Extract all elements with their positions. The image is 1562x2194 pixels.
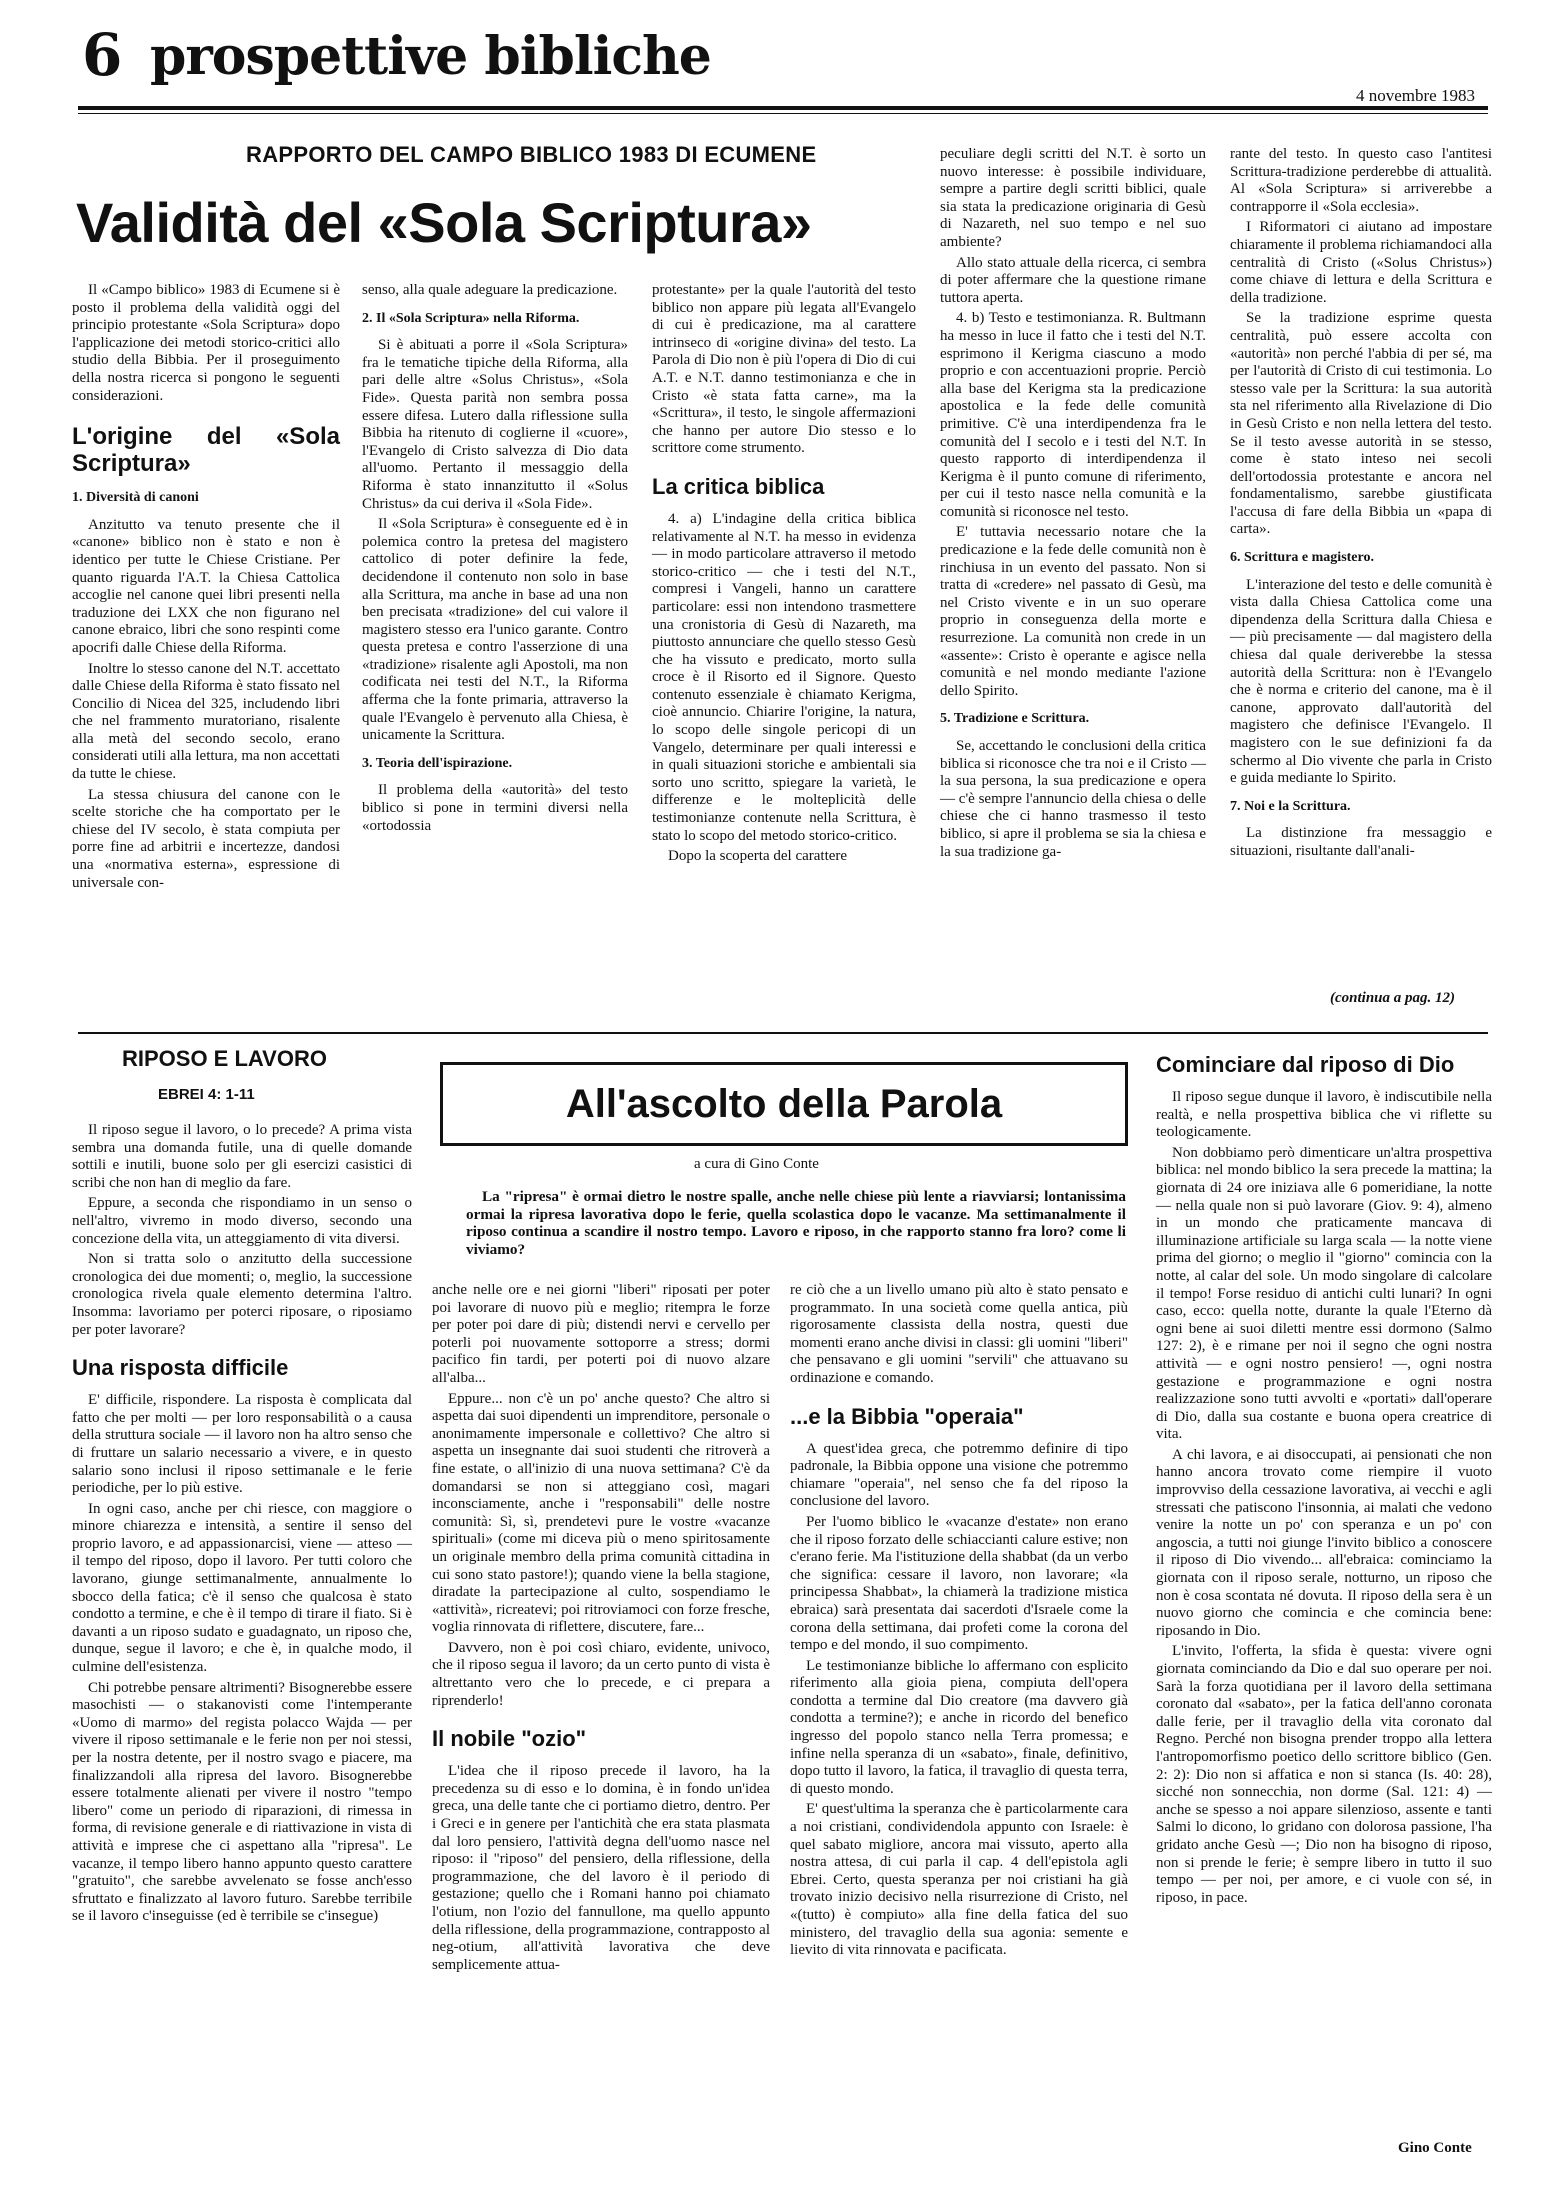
bottom-column-4 xyxy=(1156,1052,1492,1910)
paragraph: A quest'idea greca, che potremmo definire di tipo padronale, la Bibbia oppone una visione che potremmo chiamare "operaia", nel senso che fa del riposo la conclusione del lavoro. xyxy=(790,1440,1128,1510)
paragraph: re ciò che a un livello umano più alto è stato pensato e programmato. In una società come quella antica, più rigorosamente classista della nostra, questi due momenti erano anche divisi in classi: gli uomini "liberi" che pensavano e gli uomini "servili" che attuavano su ordinazione e comando. xyxy=(790,1282,1128,1386)
paragraph: anche nelle ore e nei giorni "liberi" riposati per poter poi lavorare di nuovo più e meglio; ritempra le forze per poter poi dare di più; distendi nervi e cervello per poterli poi nuovamente sottoporre a stress; dormi pacifico fin tardi, per poterti poi di nuovo alzare all'alba... xyxy=(432,1282,770,1386)
paragraph: L'interazione del testo e delle comunità è vista dalla Chiesa Cattolica come una dipendenza della Scrittura dalla Chiesa e — più precisamente — dal magistero della chiesa dal quale deriverebbe la stessa autorità della Scrittura: non è l'Evangelo che è norma e criterio del canone, ma è il canone, approvato dall'autorità del magistero che definisce l'Evangelo. Il magistero con le sue definizioni fa da schermo al Dio vivente che parla in Cristo e guida mediante lo Spirito. xyxy=(1230,576,1492,787)
article-headline: Validità del «Sola Scriptura» xyxy=(76,191,812,254)
article-kicker: RAPPORTO DEL CAMPO BIBLICO 1983 DI ECUMENE xyxy=(246,142,817,167)
paragraph: I Riformatori ci aiutano ad impostare chiaramente il problema richiamandoci alla centralità di Cristo («Solus Christus») come chiave di lettura e della Scrittura e della tradizione. xyxy=(1230,219,1492,306)
section-1-title: 1. Diversità di canoni xyxy=(72,490,199,506)
bottom-column-2 xyxy=(432,1282,770,1977)
paragraph: Allo stato attuale della ricerca, ci sembra di poter affermare che la questione rimane tuttora aperta. xyxy=(940,254,1206,306)
subhead-risposta: Una risposta difficile xyxy=(72,1355,289,1381)
paragraph: E' quest'ultima la speranza che è particolarmente cara a noi cristiani, condividendola appunto con Israele: è quel sabato migliore, ancora mai vissuto, aperto alla nostra attesa, di cui parla il cap. 4 dell'epistola agli Ebrei. Certo, questa speranza per noi cristiani ha già trovato inizio decisivo nella risurrezione di Cristo, nel «(tutto) è compiuto» alla fine della fatica del suo ministero, del travaglio della sua agonia: semente e lievito di vita rinnovata e pacificata. xyxy=(790,1801,1128,1959)
paragraph: Il riposo segue il lavoro, o lo precede? A prima vista sembra una domanda futile, una di quelle domande sottili e inutili, buone solo per gli esercizi casistici di scribi che non han di meglio da fare. xyxy=(72,1122,412,1191)
paragraph: E' difficile, rispondere. La risposta è complicata dal fatto che per molti — per loro responsabilità o a causa della struttura sociale — il lavoro non ha altro senso che di fruttare un salario necessario a vivere, e in questo salario sono inclusi il riposo settimanale e le ferie periodiche, per lo più estive. xyxy=(72,1392,412,1497)
paragraph: Si è abituati a porre il «Sola Scriptura» fra le tematiche tipiche della Riforma, alla pari delle altre «Solus Christus», «Sola Fide». Questa parità non sembra possa essere difesa. Lutero dalla riflessione sulla Bibbia ha ritenuto di coglierne il «cuore», l'Evangelo di Cristo salvezza di Dio data all'uomo. Pertanto il messaggio della Riforma è stato innanzitutto il «Solus Christus» da cui deriva il «Sola Fide». xyxy=(362,337,628,512)
bottom-column-3 xyxy=(790,1282,1128,1963)
scripture-reference: EBREI 4: 1-11 xyxy=(158,1086,255,1103)
paragraph: A chi lavora, e ai disoccupati, ai pensionati che non hanno ancora trovato come riempire il vuoto improvviso della cessazione lavorativa, ai vecchi e agli stressati che patiscono l'insonnia, ai malati che vedono venire la notte un po' con speranza e un po' con angoscia, a tutti noi giunge l'invito biblico a conoscere il riposo di Dio vivendo... all'ebraica: cominciamo la giornata con il riposo serale, notturno, un riposo che non è cosa scontata né dovuta. Il riposo della sera è un nuovo giorno che comincia e che comincia bene: riposando in Dio. xyxy=(1156,1446,1492,1639)
paragraph: Eppure... non c'è un po' anche questo? Che altro si aspetta dai suoi dipendenti un imprenditore, personale o anonimamente impersonale e collettivo? Che altro si aspetta un insegnante dai suoi studenti che ritroverà a fine estate, o all'inizio di una nuova settimana? C'è da domandarsi se non si atteggiano così, magari inconsciamente, anche i "responsabili" delle nostre comunità: Sì, sì, prendetevi pure le vostre «vacanze spirituali» (come mi diceva più o meno spiritosamente un originale membro della prima comunità cittadina in cui sono stato pastore!); quando viene la bella stagione, diradate la partecipazione al culto, sospendiamo le «attività», ricreatevi; poi ritroviamoci con forze fresche, voglia rinnovata di riflettere, discutere, fare... xyxy=(432,1390,770,1636)
paragraph: Eppure, a seconda che rispondiamo in un senso o nell'altro, vivremo in modo diverso, secondo una concezione della vita, un atteggiamento di vita diversi. xyxy=(72,1195,412,1247)
page-number: 6 xyxy=(82,21,123,89)
paragraph: protestante» per la quale l'autorità del testo biblico non appare più legata all'Evangelo di cui è predicazione, ma al carattere intrinseco di «origine divina» del testo. La Parola di Dio non è più l'opera di Dio di cui A.T. e N.T. danno testimonianza e che in Cristo «è stata fatta carne», ma la «Scrittura», il testo, le singole affermazioni che hanno per autore Dio stesso e lo scrittore come strumento. xyxy=(652,282,916,457)
top-column-4 xyxy=(940,146,1206,864)
paragraph: Anzitutto va tenuto presente che il «canone» biblico non è stato e non è identico per tutte le Chiese Cristiane. Per quanto riguarda l'A.T. la Chiesa Cattolica accoglie nel canone quei libri presenti nella traduzione dei LXX che non figurano nel canone ebraico, libri che sono respinti come apocrifi dalle Chiese della Riforma. xyxy=(72,516,340,656)
rubric-title: RIPOSO E LAVORO xyxy=(122,1046,327,1071)
section-7-title: 7. Noi e la Scrittura. xyxy=(1230,798,1351,814)
section-6-title: 6. Scrittura e magistero. xyxy=(1230,550,1374,566)
continued-note: (continua a pag. 12) xyxy=(1330,990,1456,1006)
paragraph: Il problema della «autorità» del testo biblico si pone in termini diversi nella «ortodossia xyxy=(362,782,628,834)
paragraph: Le testimonianze bibliche lo affermano con esplicito riferimento alla gioia piena, compiuta dell'opera condotta a termine dal Dio creatore (ma davvero già condotta a termine?); e anche in ricordo del benefico ingresso del popolo stanco nella Terra promessa; e infine nella speranza di un «sabato», finale, definitivo, dopo tutto il lavoro, la fatica, il travaglio di questa terra, di questo mondo. xyxy=(790,1657,1128,1797)
intro-paragraph: Il «Campo biblico» 1983 di Ecumene si è posto il problema della validità oggi del principio protestante «Sola Scriptura» dopo l'applicazione dei metodi storico-critici allo studio della Bibbia. Per il proseguimento della nostra ricerca si pongono le seguenti considerazioni. xyxy=(72,282,340,404)
feature-lead: La "ripresa" è ormai dietro le nostre spalle, anche nelle chiese più lente a riavviarsi; lontanissima ormai la ripresa lavorativa dopo le ferie, quella scolastica dopo le vacanze. Ma settimanalmente il riposo continua a scandire il nostro tempo. Lavoro e riposo, in che rapporto stanno fra loro? come li viviamo? xyxy=(466,1188,1126,1258)
paragraph: L'invito, l'offerta, la sfida è questa: vivere ogni giornata cominciando da Dio e dal suo operare per noi. Sarà la forza quotidiana per il lavoro della settimana coronato dal «sabato», per la fatica dell'anno coronata dalle ferie, per il travaglio della vita coronato dal Regno. Perché non bisogna prender troppo alla lettera l'antropomorfismo poetico dello scrittore biblico (Gen. 2: 2): Dio non si affatica e non si stanca (Is. 40: 28), sicché non sonnecchia, non dorme (Sal. 121: 4) — anche se spesso a noi appare silenzioso, assente e tanti Salmi lo dicono, lo gridano con dolorosa passione, l'ha gridato anche Gesù —; Dio non ha bisogno di riposo, non si prende le ferie; è sempre libero in tutto il suo tempo — per noi, per amore, e ci vuole con sé, in riposo, in pace. xyxy=(1156,1643,1492,1906)
bottom-column-1 xyxy=(72,1122,412,1929)
paragraph: Dopo la scoperta del carattere xyxy=(668,848,848,865)
feature-byline: a cura di Gino Conte xyxy=(694,1156,819,1172)
paragraph: In ogni caso, anche per chi riesce, con maggiore o minore chiarezza e intensità, a sentire il senso del proprio lavoro, e ad appassionarcisi, viene — atteso — il tempo del riposo, dopo il lavoro. Per tutti coloro che lavorano, giunge settimanalmente, annualmente lo sbocco della fatica; c'è il senso che qualcosa è stato condotto a termine, e che è il tempo di tirare il fiato. Si è davanti a un riposo sudato e guadagnato, un riposo che, dunque, segue il lavoro; e che è, in qualche modo, il culmine dell'esistenza. xyxy=(72,1500,412,1676)
paragraph: rante del testo. In questo caso l'antitesi Scrittura-tradizione perderebbe di attualità. Al «Sola Scriptura» si arriverebbe a contrapporre il «Sola ecclesia». xyxy=(1230,146,1492,215)
paragraph: Non dobbiamo però dimenticare un'altra prospettiva biblica: nel mondo biblico la sera precede la mattina; la giornata di 24 ore iniziava alle 6 pomeridiane, la notte — nella quale non si può lavorare (Giov. 9: 4), almeno in un mondo che praticamente mancava di illuminazione artificiale su larga scala — la notte viene prima del giorno; o meglio il "giorno" comincia con la notte, al calar del sole. Un modo singolare di calcolare il tempo! Forse residuo di antichi culti lunari? In ogni caso, ecco: quella notte, durante la quale l'Eterno dà ogni bene ai suoi diletti mentre essi dormono (Salmo 127: 2), è e rimane per noi il segno che ogni nostra attività — e ogni nostro pensiero! —, ogni nostra gestazione e programmazione e ogni nostra realizzazione sono tutti avvolti e «portati» dall'operare di Dio, dalla sua costante e buona opera creatrice di vita. xyxy=(1156,1144,1492,1443)
paragraph: La distinzione fra messaggio e situazioni, risultante dall'anali- xyxy=(1230,825,1492,859)
paragraph: E' tuttavia necessario notare che la predicazione e la fede delle comunità non è rinchiusa in un evento del passato. Non si tratta di «credere» nel passato di Gesù, ma nel Cristo vivente e in un suo operare proprio in conseguenza della morte e resurrezione. La comunità non crede in un «assente»: Cristo è operante e agisce nella comunità e nel mondo mediante l'azione dello Spirito. xyxy=(940,524,1206,699)
paragraph: 4. a) L'indagine della critica biblica relativamente al N.T. ha messo in evidenza — in modo particolare attraverso il metodo storico-critico — che i testi del N.T., compresi i Vangeli, hanno un carattere particolare: essi non intendono trasmettere una cronistoria di Gesù di Nazareth, ma piuttosto annunciare che quello stesso Gesù che ha vissuto e predicato, morto sulla croce è il Risorto ed il Signore. Questo contenuto essenziale è chiamato Kerigma, cioè annuncio. Chiarire l'origine, la natura, lo scopo delle singole pericopi di un Vangelo, determinare per quali interessi e in quali situazioni storiche e ambientali sia sorto uno scritto, spiegare la varietà, le differenze e le molteplicità delle testimonianze contenute nella Scrittura, è stato lo scopo del metodo storico-critico. xyxy=(652,510,916,844)
subhead-bibbia-operaia: ...e la Bibbia "operaia" xyxy=(790,1403,1024,1429)
paragraph: Chi potrebbe pensare altrimenti? Bisognerebbe essere masochisti — o stakanovisti come l'intemperante «Uomo di marmo» del regista polacco Wajda — per vivere il riposo settimanale e le ferie non per noi stessi, per la nostra detente, per il nostro svago e piacere, ma finalizzandoli alla ripresa del lavoro. Bisognerebbe essere totalmente alienati per vivere il nostro "tempo libero" come un periodo di riparazioni, di rimessa in forma, di revisione generale e di riattivazione in vista di attività e imprese che ci aspettano alla "ripresa". Le vacanze, il tempo libero hanno appunto questo carattere "gratuito", che sarebbe avvelenato se fosse anch'esso sfruttato e finalizzato al lavoro futuro. Sarebbe terribile se il lavoro c'inseguisse (ed è terribile se c'insegue) xyxy=(72,1679,412,1925)
paragraph: Per l'uomo biblico le «vacanze d'estate» non erano che il riposo forzato delle schiaccianti calure estive; non c'erano ferie. Ma l'istituzione della shabbat (da un verbo che significa: cessare il lavoro, non lavorare; «la principessa Shabbat», la chiamerà la tradizione mistica ebraica) sarà presentata dai sacerdoti d'Israele come la corona della settimana, dai profeti come la corona del tempo e del mondo, il suo compimento. xyxy=(790,1513,1128,1654)
author-signature: Gino Conte xyxy=(1398,2140,1472,2156)
paragraph: peculiare degli scritti del N.T. è sorto un nuovo interesse: è possibile individuare, sempre a partire degli scritti biblici, quale sia stata la predicazione originaria di Gesù di Nazareth, nel suo tempo e nel suo ambiente? xyxy=(940,146,1206,250)
subhead-ozio: Il nobile "ozio" xyxy=(432,1726,587,1752)
top-column-3 xyxy=(652,282,916,869)
paragraph: Inoltre lo stesso canone del N.T. accettato dalle Chiese della Riforma è stato fissato nel Concilio di Nicea del 325, includendo libri che nel frammento muratoriano, risalente alla metà del secondo secolo, erano considerati utili alla lettura, ma non accettati da tutte le chiese. xyxy=(72,660,340,783)
section-3-title: 3. Teoria dell'ispirazione. xyxy=(362,755,513,771)
section-2-title: 2. Il «Sola Scriptura» nella Riforma. xyxy=(362,310,580,326)
top-column-2 xyxy=(362,282,628,838)
masthead-rule xyxy=(78,106,1488,110)
subhead-critica: La critica biblica xyxy=(652,473,825,499)
section-5-title: 5. Tradizione e Scrittura. xyxy=(940,711,1090,727)
paragraph: Se, accettando le conclusioni della critica biblica si riconosce che tra noi e il Cristo — la sua persona, la sua predicazione e opera — c'è sempre l'annuncio della chiesa o delle chiese che ci hanno trasmesso il testo biblico, si apre il problema se sia la chiesa e la sua tradizione ga- xyxy=(940,738,1206,860)
paragraph: 4. b) Testo e testimonianza. R. Bultmann ha messo in luce il fatto che i testi del N.T. esprimono il Kerigma ciascuno a modo proprio e con accentuazioni proprie. Perciò alla base del Kerigma sta la predicazione apostolica e la fede delle comunità primitive. C'è una interdipendenza fra le comunità del I secolo e i testi del N.T. In questo rapporto di interdipendenza il Kerigma è il punto comune di riferimento, per cui il testo nasce nella comunità e la comunità si riconosce nel testo. xyxy=(940,310,1206,520)
feature-title: All'ascolto della Parola xyxy=(565,1081,1003,1126)
issue-date: 4 novembre 1983 xyxy=(1356,86,1475,105)
masthead-title: prospettive bibliche xyxy=(150,26,711,87)
paragraph: Il «Sola Scriptura» è conseguente ed è in polemica contro la pretesa del magistero cattolico di poter definire la fede, decidendone il contenuto non solo in base alla Scrittura, ma anche in base ad una non ben precisata «tradizione» del cui valore il magistero stesso era l'unico garante. Contro questa pretesa e contro l'asserzione di una «tradizione» risalente agli Apostoli, ma non codificata nei testi del N.T., la Riforma afferma che la fonte primaria, attraverso la quale l'Evangelo è pervenuto alla Chiesa, è unicamente la Scrittura. xyxy=(362,516,628,744)
feature-title-box xyxy=(440,1062,1128,1146)
subhead-riposo-di-dio: Cominciare dal riposo di Dio xyxy=(1156,1052,1455,1077)
paragraph: L'idea che il riposo precede il lavoro, ha la precedenza su di esso e lo domina, è in fondo un'idea greca, una delle tante che ci portiamo dietro, dentro. Per i Greci e in genere per l'antichità che era stata plasmata dal loro pensiero, l'attività degna dell'uomo nasce nel riposo: il "riposo" del pensiero, della riflessione, della programmazione, che del lavoro è il periodo di gestazione; quello che i Romani hanno poi chiamato l'otium, non l'ozio del fannullone, ma quello appunto della riflessione, della programmazione, contrapposto al neg-otium, all'attività lavorativa che deve semplicemente attua- xyxy=(432,1763,770,1973)
paragraph: Non si tratta solo o anzitutto della successione cronologica dei due momenti; o, meglio, la successione cronologica rivela quale elemento determina l'altro. Insomma: lavoriamo per poterci riposare, o riposiamo per poter lavorare? xyxy=(72,1251,412,1338)
subhead-origine: L'origine del «Sola Scriptura» xyxy=(72,423,340,478)
paragraph: Se la tradizione esprime questa centralità, può essere accolta con «autorità» non perché l'abbia di per sé, ma per l'autorità di Cristo di cui testimonia. Lo stesso vale per la Scrittura: la sua autorità sta nel riferimento alla Rivelazione di Dio in Gesù Cristo e non nella lettera del testo. Se il testo avesse autorità in se stesso, come è stato inteso nei secoli dell'ortodossia protestante e ancora nel fondamentalismo, sarebbe giustificata l'accusa di fare della Bibbia un «papa di carta». xyxy=(1230,310,1492,538)
top-column-5 xyxy=(1230,146,1492,864)
paragraph: senso, alla quale adeguare la predicazione. xyxy=(362,282,618,298)
paragraph: Il riposo segue dunque il lavoro, è indiscutibile nella realtà, e nella prospettiva biblica che vi riflette su teologicamente. xyxy=(1156,1089,1492,1141)
paragraph: La stessa chiusura del canone con le scelte storiche che ha comportato per le chiese del IV secolo, è stata compiuta per porre fine ad arbitrii e incertezze, dandosi una «normativa esterna», espressione di universale con- xyxy=(72,786,340,891)
masthead-rule-thin xyxy=(78,113,1488,114)
top-column-1 xyxy=(72,282,340,895)
section-divider xyxy=(78,1032,1488,1034)
paragraph: Davvero, non è poi così chiaro, evidente, univoco, che il riposo segua il lavoro; da un certo punto di vista è altrettanto vero che lo precede, e ci prepara a riprenderlo! xyxy=(432,1639,770,1709)
